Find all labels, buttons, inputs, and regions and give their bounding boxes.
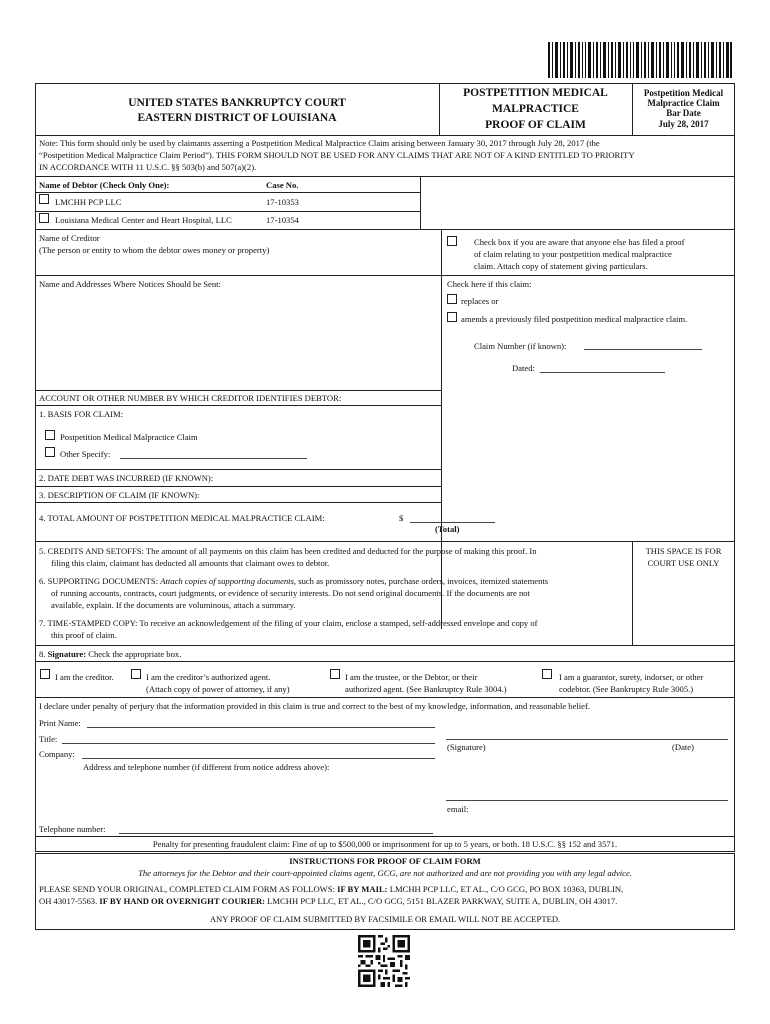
declaration: I declare under penalty of perjury that the information provided in this claim is true and correct to the best of my knowledge, information, and reasonable belief.	[39, 701, 591, 711]
email-field[interactable]	[446, 800, 728, 801]
debtor-heading: Name of Debtor (Check Only One):	[39, 180, 170, 190]
court-use-1: THIS SPACE IS FOR	[645, 546, 722, 556]
print-name-label: Print Name:	[39, 718, 81, 728]
signature-field[interactable]	[446, 739, 728, 740]
title-field[interactable]	[62, 743, 435, 744]
aware-line-3: claim. Attach copy of statement giving particulars.	[474, 261, 648, 271]
telephone-field[interactable]	[119, 833, 433, 834]
signature-caption: (Signature)	[447, 742, 486, 752]
date-debt-label: 2. DATE DEBT WAS INCURRED (IF KNOWN):	[39, 473, 214, 483]
debtor-case-2: 17-10354	[266, 215, 299, 225]
notices-label: Name and Addresses Where Notices Should be Sent:	[39, 279, 221, 289]
debtor-name-1: LMCHH PCP LLC	[55, 197, 122, 207]
opt-creditor: I am the creditor.	[55, 672, 114, 682]
credits-line-1: 5. CREDITS AND SETOFFS: The amount of all payments on this claim has been credited and deducted for the purpose of making this proof. In	[39, 546, 537, 556]
replaces-checkbox[interactable]	[447, 294, 457, 304]
total-dollar: $	[399, 513, 404, 523]
check-here-label: Check here if this claim:	[447, 279, 532, 289]
bar-date-2: Malpractice Claim	[647, 98, 720, 108]
debtor-name-2: Louisiana Medical Center and Heart Hospital, LLC	[55, 215, 232, 225]
instructions-send-line-2: OH 43017-5563. IF BY HAND OR OVERNIGHT COURIER: LMCHH PCP LLC, ET AL., C/O GCG, 5151 BLAZER PARKWAY, SUITE A, DUBLIN, OH 43017.	[39, 896, 618, 906]
penalty-notice: Penalty for presenting fraudulent claim: Fine of up to $500,000 or imprisonment for up to 5 years, or both. 18 U.S.C. §§ 152 and 3571.	[152, 839, 618, 849]
total-amount-field[interactable]	[410, 522, 495, 523]
supporting-docs-line-3: available, explain. If the documents are voluminous, attach a summary.	[51, 600, 296, 610]
no-fax-notice: ANY PROOF OF CLAIM SUBMITTED BY FACSIMILE OR EMAIL WILL NOT BE ACCEPTED.	[209, 914, 561, 924]
claim-number-label: Claim Number (if known):	[474, 341, 567, 351]
title-label: Title:	[39, 734, 58, 744]
bar-date-value: July 28, 2017	[658, 119, 709, 129]
basis-option-malpractice: Postpetition Medical Malpractice Claim	[60, 432, 198, 442]
basis-option-other: Other Specify:	[60, 449, 111, 459]
opt-agent-2: (Attach copy of power of attorney, if any)	[146, 684, 290, 694]
company-label: Company:	[39, 749, 75, 759]
creditor-label: Name of Creditor	[39, 233, 100, 243]
amends-checkbox[interactable]	[447, 312, 457, 322]
basis-checkbox-other[interactable]	[45, 447, 55, 457]
supporting-docs-line-1: 6. SUPPORTING DOCUMENTS: Attach copies of supporting documents, such as promissory notes, purchase orders, invoices, itemized statements	[39, 576, 549, 586]
instructions-send-line-1: PLEASE SEND YOUR ORIGINAL, COMPLETED CLAIM FORM AS FOLLOWS: IF BY MAIL: LMCHH PCP LLC, ET AL., C/O GCG, PO BOX 10363, DUBLIN,	[39, 884, 624, 894]
aware-line-2: of claim relating to your postpetition medical malpractice	[474, 249, 672, 259]
court-use-2: COURT USE ONLY	[647, 558, 720, 568]
total-caption: (Total)	[435, 524, 460, 534]
opt-trustee-1: I am the trustee, or the Debtor, or their	[345, 672, 478, 682]
court-name: UNITED STATES BANKRUPTCY COURT	[128, 97, 346, 109]
form-frame	[35, 83, 735, 852]
time-stamped-line-1: 7. TIME-STAMPED COPY: To receive an acknowledgement of the filing of your claim, enclose a stamped, self-addressed envelope and copy of	[39, 618, 538, 628]
email-label: email:	[447, 804, 469, 814]
court-district: EASTERN DISTRICT OF LOUISIANA	[137, 112, 337, 124]
telephone-label: Telephone number:	[39, 824, 106, 834]
basis-checkbox-malpractice[interactable]	[45, 430, 55, 440]
print-name-field[interactable]	[87, 727, 435, 728]
claim-number-field[interactable]	[584, 349, 702, 350]
case-heading: Case No.	[266, 180, 299, 190]
bar-date-3: Bar Date	[666, 108, 701, 118]
form-title-2: MALPRACTICE	[492, 103, 579, 115]
form-title-3: PROOF OF CLAIM	[485, 119, 586, 131]
trustee-checkbox[interactable]	[330, 669, 340, 679]
company-field[interactable]	[82, 758, 435, 759]
basis-label: 1. BASIS FOR CLAIM:	[39, 409, 124, 419]
other-specify-field[interactable]	[120, 458, 307, 459]
amends-label: amends a previously filed postpetition medical malpractice claim.	[461, 314, 688, 324]
replaces-label: replaces or	[461, 296, 499, 306]
opt-guarantor-1: I am a guarantor, surety, indorser, or other	[559, 672, 704, 682]
note-line-3: IN ACCORDANCE WITH 11 U.S.C. §§ 503(b) and 507(a)(2).	[39, 162, 257, 172]
signature-heading: 8. Signature: Check the appropriate box.	[39, 649, 182, 659]
date-caption: (Date)	[672, 742, 694, 752]
opt-trustee-2: authorized agent. (See Bankruptcy Rule 3004.)	[345, 684, 507, 694]
credits-line-2: filing this claim, claimant has deducted all amounts that claimant owes to debtor.	[51, 558, 330, 568]
dated-label: Dated:	[512, 363, 535, 373]
note-line-2: “Postpetition Medical Malpractice Claim Period”). THIS FORM SHOULD NOT BE USED FOR ANY CLAIMS THAT ARE NOT OF A KIND ENTITLED TO PRIORITY	[39, 150, 635, 160]
guarantor-checkbox[interactable]	[542, 669, 552, 679]
debtor-checkbox-louisiana[interactable]	[39, 213, 49, 223]
creditor-sublabel: (The person or entity to whom the debtor owes money or property)	[39, 245, 270, 255]
creditor-checkbox[interactable]	[40, 669, 50, 679]
time-stamped-line-2: this proof of claim.	[51, 630, 117, 640]
instructions-note: The attorneys for the Debtor and their court-appointed claims agent, GCG, are not authorized and are not providing you with any legal advice.	[138, 868, 632, 878]
aware-checkbox[interactable]	[447, 236, 457, 246]
opt-guarantor-2: codebtor. (See Bankruptcy Rule 3005.)	[559, 684, 694, 694]
debtor-case-1: 17-10353	[266, 197, 299, 207]
address-label: Address and telephone number (if different from notice address above):	[83, 762, 330, 772]
bar-date-1: Postpetition Medical	[643, 88, 724, 98]
opt-agent-1: I am the creditor’s authorized agent.	[146, 672, 271, 682]
description-label: 3. DESCRIPTION OF CLAIM (IF KNOWN):	[39, 490, 200, 500]
supporting-docs-line-2: of running accounts, contracts, court judgments, or evidence of security interests. Do not send original documents. If the documents are not	[51, 588, 530, 598]
form-title-1: POSTPETITION MEDICAL	[463, 87, 608, 99]
total-label: 4. TOTAL AMOUNT OF POSTPETITION MEDICAL MALPRACTICE CLAIM:	[39, 513, 325, 523]
note-line-1: Note: This form should only be used by claimants asserting a Postpetition Medical Malpractice Claim arising between January 30, 2017 through July 28, 2017 (the	[39, 138, 600, 148]
instructions-title: INSTRUCTIONS FOR PROOF OF CLAIM FORM	[289, 856, 481, 866]
agent-checkbox[interactable]	[131, 669, 141, 679]
dated-field[interactable]	[540, 372, 665, 373]
debtor-checkbox-lmchh[interactable]	[39, 194, 49, 204]
qr-code	[358, 935, 410, 987]
barcode	[548, 42, 732, 78]
aware-line-1: Check box if you are aware that anyone else has filed a proof	[474, 237, 685, 247]
account-label: ACCOUNT OR OTHER NUMBER BY WHICH CREDITOR IDENTIFIES DEBTOR:	[39, 393, 342, 403]
